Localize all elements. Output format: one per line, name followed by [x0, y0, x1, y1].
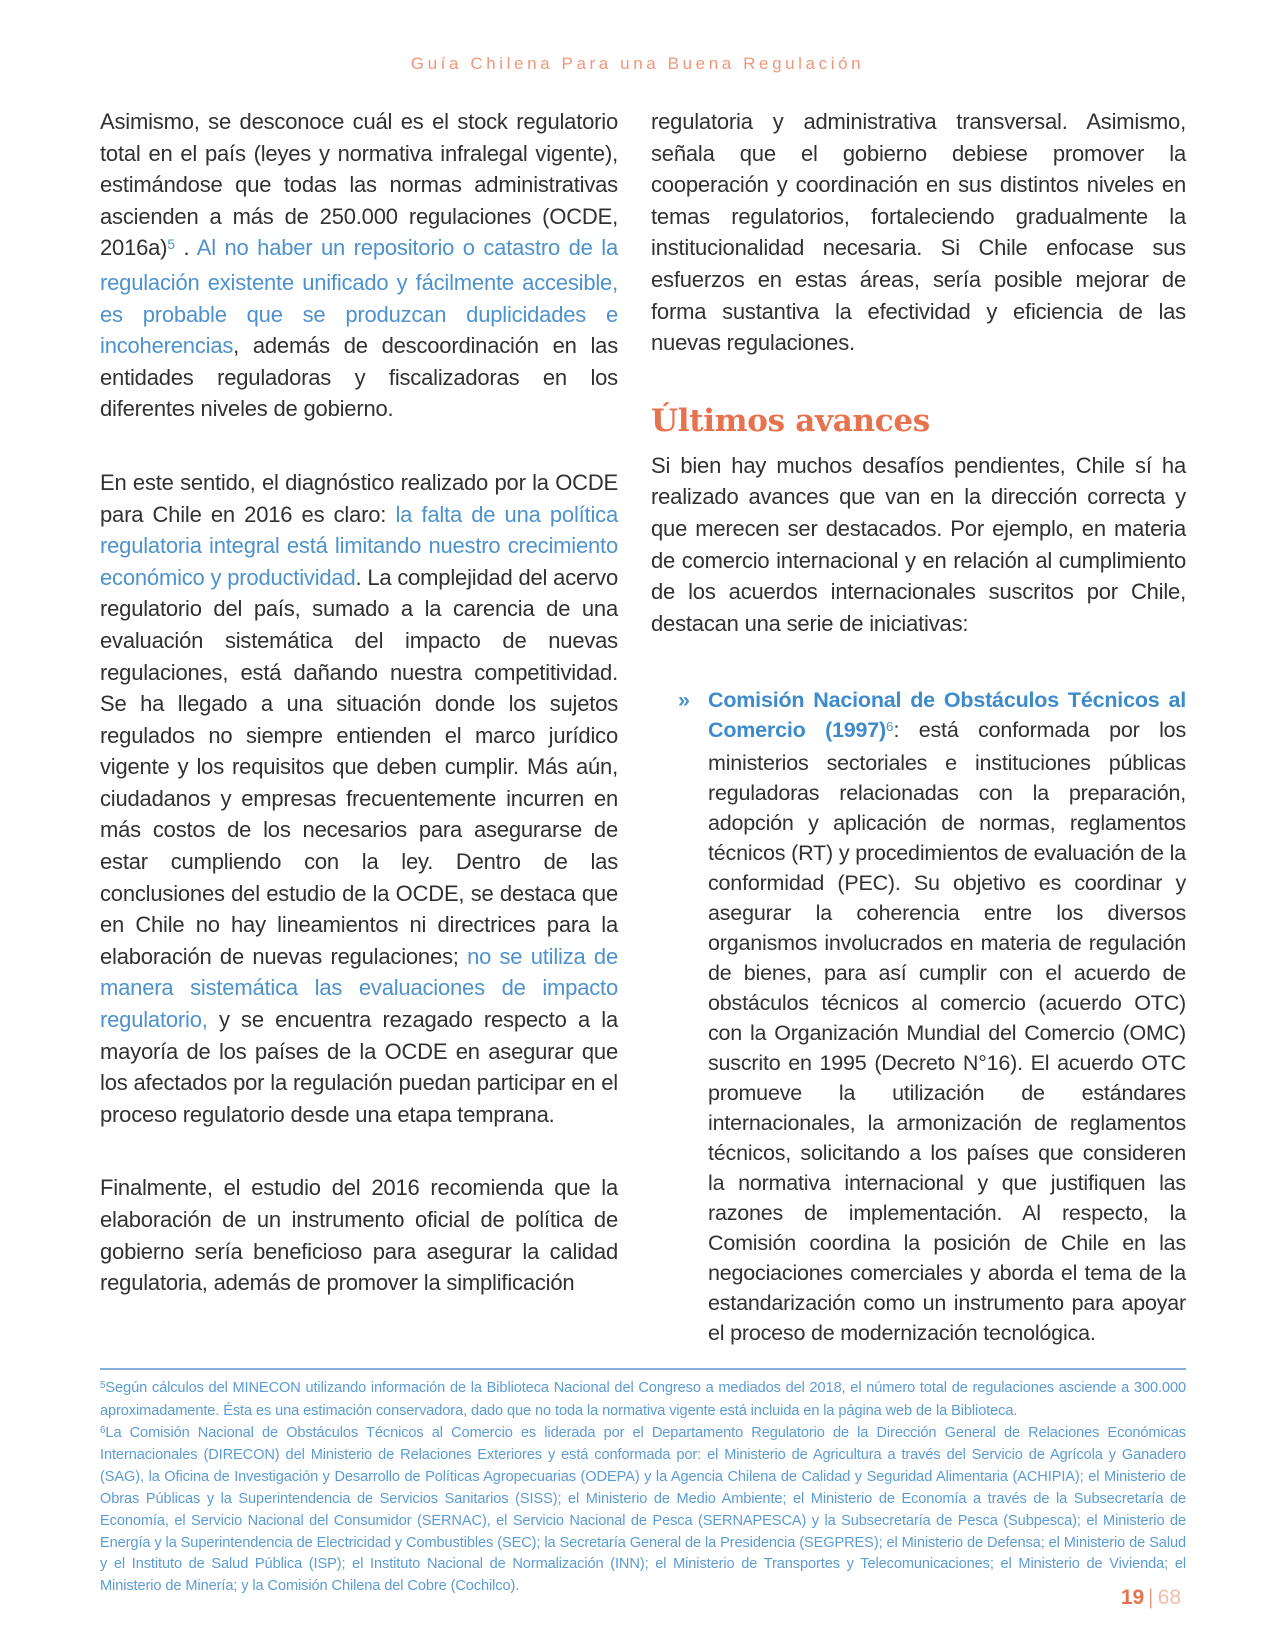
text-segment: La Comisión Nacional de Obstáculos Técnicos al Comercio es liderada por el Departamento Regulatorio de la Dirección General de Relaciones Económicas Internacionales (DIRECON) del Ministerio de Relaciones Exteriores y está conformada por: el Ministerio de Agricultura a través del Servicio de Agrícola y Ganadero (SAG), la Oficina de Investigación y Desarrollo de Políticas Agropecuarias (ODEPA) y la Agencia Chilena de Calidad y Seguridad Alimentaria (ACHIPIA); el Ministerio de Obras Públicas y la Superintendencia de Servicios Sanitarios (SISS); el Ministerio de Medio Ambiente; el Ministerio de Economía a través de la Subsecretaría de Economía, el Servicio Nacional del Consumidor (SERNAC), el Servicio Nacional de Pesca (SERNAPESCA) y la Subsecretaría de Pesca (Subpesca); el Ministerio de Energía y la Superintendencia de Electricidad y Combustibles (SEC); la Secretaría General de la Presidencia (SEGPRES); el Ministerio de Defensa; el Ministerio de Salud y el Instituto de Salud Pública (ISP); el Instituto Nacional de Normalización (INN); el Ministerio de Transportes y Telecomunicaciones; el Ministerio de Vivienda; el Ministerio de Minería; y la Comisión Chilena del Cobre (Cochilco). [100, 1424, 1186, 1595]
text-segment: Al no haber un repositorio o catastro de la regulación existente unificado y fácilmente accesible, es probable que se produzcan duplicidades e incoherencias [100, 235, 618, 359]
section-heading-ultimos-avances: Últimos avances [651, 402, 930, 439]
footnote-5 [100, 1378, 1186, 1423]
paragraph [100, 467, 618, 1130]
bullet-text [708, 688, 1186, 1345]
text-segment: . La complejidad del acervo regulatorio del país, sumado a la carencia de una evaluación sistemática del impacto de nuevas regulaciones, está dañando nuestra competitividad. Se ha llegado a una situación donde los sujetos regulados no siempre entienden el marco jurídico vigente y los requisitos que deben cumplir. Más aún, ciudadanos y empresas frecuentemente incurren en más costos de los necesarios para asegurarse de estar cumpliendo con la ley. Dentro de las conclusiones del estudio de la OCDE, se destaca que en Chile no hay lineamientos ni directrices para la elaboración de nuevas regulaciones; [100, 564, 618, 969]
running-header-title: Guía Chilena Para una Buena Regulación [410, 54, 865, 73]
page-number-separator: | [1149, 1586, 1153, 1609]
text-segment: Asimismo, se desconoce cuál es el stock regulatorio total en el país (leyes y normativa infralegal vigente), estimándose que todas las normas administrativas ascienden a más de 250.000 regulaciones (OCDE, 2016a) [100, 109, 618, 261]
paragraph [100, 1172, 618, 1298]
footnote-6 [100, 1423, 1186, 1598]
paragraph [651, 106, 1186, 359]
text-segment: Según cálculos del MINECON utilizando información de la Biblioteca Nacional del Congreso a mediados del 2018, el número total de regulaciones asciende a 300.000 aproximadamente. Ésta es una estimación conservadora, dado que no toda la normativa vigente está incluida en la página web de la Biblioteca. [100, 1380, 1186, 1419]
text-segment: regulatoria y administrativa transversal. Asimismo, señala que el gobierno debiese promover la cooperación y coordinación en sus distintos niveles en temas regulatorios, fortaleciendo gradualmente la institucionalidad necesaria. Si Chile enfocase sus esfuerzos en estas áreas, sería posible mejorar de forma sustantiva la efectividad y eficiencia de las nuevas regulaciones. [651, 109, 1186, 356]
text-segment: 6 [100, 1424, 106, 1436]
text-segment: : está conformada por los ministerios sectoriales e instituciones públicas reguladoras relacionadas con la preparación, adopción y aplicación de normas, reglamentos técnicos (RT) y procedimientos de evaluación de la conformidad (PEC). Su objetivo es coordinar y asegurar la coherencia entre los diversos organismos involucrados en materia de regulación de bienes, para así cumplir con el acuerdo de obstáculos técnicos al comercio (acuerdo OTC) con la Organización Mundial del Comercio (OMC) suscrito en 1995 (Decreto N°16). El acuerdo OTC promueve la utilización de estándares internacionales, la armonización de reglamentos técnicos, solicitando a los países que consideren la normativa internacional y que justifiquen las razones de implementación. Al respecto, la Comisión coordina la posición de Chile en las negociaciones comerciales y aborda el tema de la estandarización como un instrumento para apoyar el proceso de modernización tecnológica. [708, 718, 1186, 1346]
left-column [100, 106, 618, 1348]
paragraph [100, 106, 618, 425]
text-segment: Comisión Nacional de Obstáculos Técnicos al Comercio (1997) [708, 688, 1186, 743]
page-number-total: 68 [1157, 1586, 1181, 1609]
bullet-marker-icon: » [678, 688, 690, 713]
page-number [1121, 1586, 1181, 1610]
text-segment: 5 [167, 236, 175, 252]
text-segment: y se encuentra rezagado respecto a la mayoría de los países de la OCDE en asegurar que los afectados por la regulación puedan participar en el proceso regulatorio desde una etapa temprana. [100, 1007, 618, 1127]
text-segment: 6 [886, 718, 894, 734]
paragraph [651, 450, 1186, 640]
text-segment: En este sentido, el diagnóstico realizado por la OCDE para Chile en 2016 es claro: [100, 469, 618, 527]
text-segment: Si bien hay muchos desafíos pendientes, Chile sí ha realizado avances que van en la dirección correcta y que merecen ser destacados. Por ejemplo, en materia de comercio internacional y en relación al cumplimiento de los acuerdos internacionales suscritos por Chile, destacan una serie de iniciativas: [651, 452, 1186, 636]
two-column-body [100, 106, 1186, 1348]
text-segment: . [174, 235, 197, 261]
text-segment: la falta de una política regulatoria integral está limitando nuestro crecimiento económico y productividad [100, 501, 618, 590]
page-number-current: 19 [1120, 1586, 1145, 1609]
bullet-item [651, 685, 1186, 1348]
text-segment: Finalmente, el estudio del 2016 recomienda que la elaboración de un instrumento oficial de política de gobierno sería beneficioso para asegurar la calidad regulatoria, además de promover la simplificación [100, 1175, 618, 1296]
text-segment: 5 [100, 1380, 106, 1392]
footnotes-section [100, 1368, 1186, 1598]
text-segment: , además de descoordinación en las entidades reguladoras y fiscalizadoras en los diferentes niveles de gobierno. [100, 333, 618, 422]
text-segment: no se utiliza de manera sistemática las evaluaciones de impacto regulatorio, [100, 943, 618, 1033]
right-column [651, 106, 1186, 1348]
